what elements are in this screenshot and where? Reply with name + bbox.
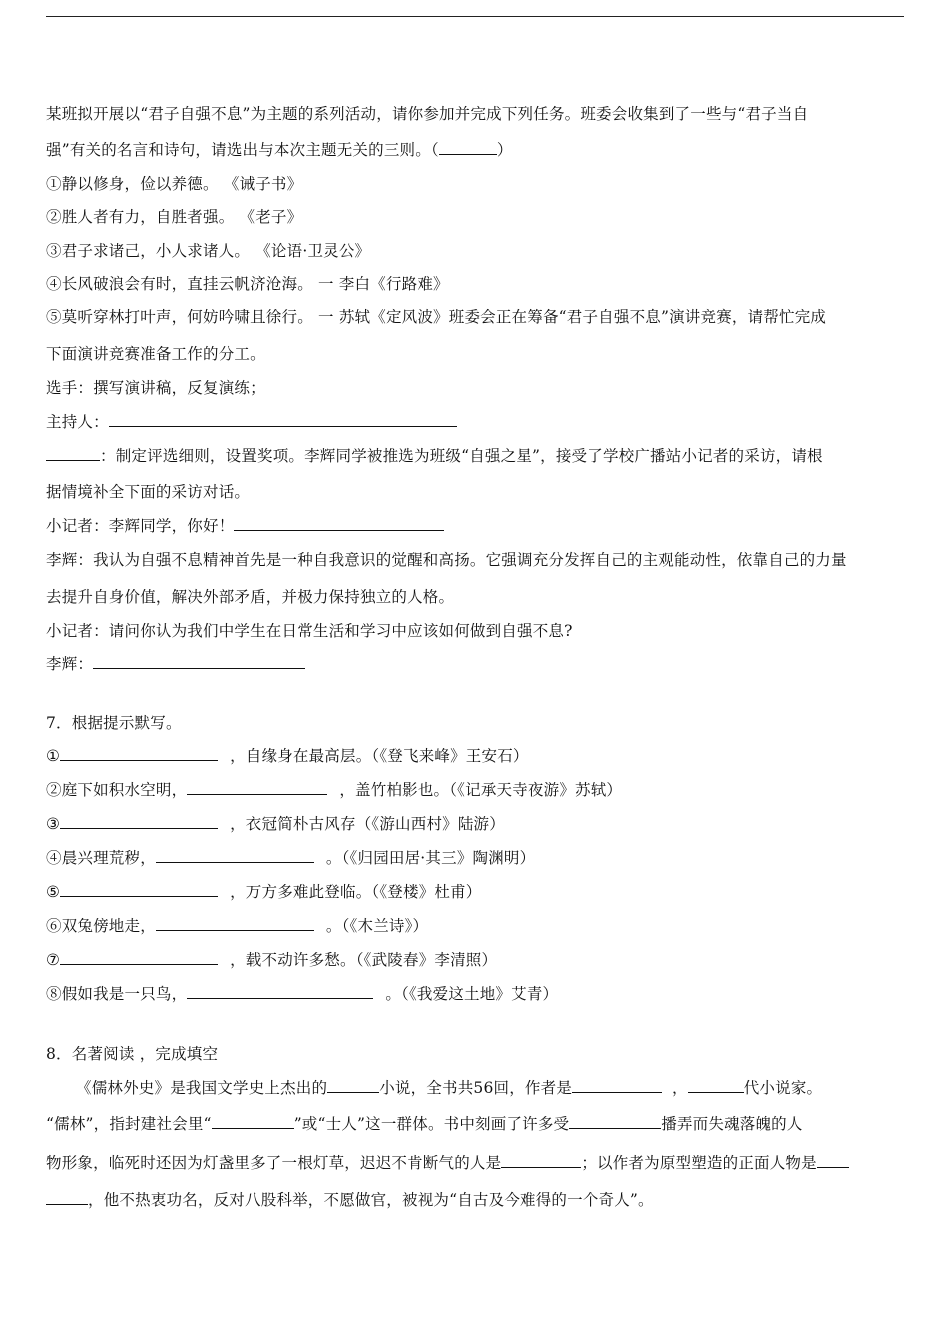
answer-blank[interactable]: [46, 1190, 88, 1205]
q7-item: ① ，自缘身在最高层。（《登飞来峰》王安石）: [46, 747, 529, 765]
answer-blank[interactable]: [60, 746, 218, 761]
q7-item: ②庭下如积水空明， ，盖竹柏影也。（《记承天寺夜游》苏轼）: [46, 781, 623, 799]
q7-item: ⑧假如我是一只鸟， 。（《我爱这土地》艾青）: [46, 985, 559, 1003]
q7-title: 7．根据提示默写。: [46, 714, 182, 732]
q7-item: ⑤ ，万方多难此登临。（《登楼》杜甫）: [46, 883, 482, 901]
task-player: 选手：撰写演讲稿，反复演练；: [46, 379, 266, 397]
answer-blank[interactable]: [569, 1114, 661, 1129]
answer-blank[interactable]: [327, 1078, 379, 1093]
interview-answer-2: 李辉：: [46, 654, 305, 674]
q8-para-line-4: ，他不热衷功名，反对八股科举，不愿做官，被视为“自古及今难得的一个奇人”。: [46, 1190, 654, 1210]
answer-blank[interactable]: [60, 950, 218, 965]
task-host: 主持人：: [46, 412, 457, 432]
q8-title: 8．名著阅读 ，完成填空: [46, 1045, 219, 1063]
q7-item: ⑦ ，载不动许多愁。（《武陵春》李清照）: [46, 951, 498, 969]
answer-blank-role[interactable]: [46, 446, 100, 461]
quote-item: ③君子求诸己，小人求诸人。 《论语·卫灵公》: [46, 242, 371, 260]
answer-blank[interactable]: [572, 1078, 662, 1093]
answer-blank-reporter[interactable]: [234, 516, 444, 531]
answer-blank-intro[interactable]: [439, 140, 497, 155]
answer-blank[interactable]: [60, 814, 218, 829]
quote-item: ①静以修身，俭以养德。 《诫子书》: [46, 175, 303, 193]
interview-answer-1-line-2: 去提升自身价值，解决外部矛盾，并极力保持独立的人格。: [46, 588, 455, 606]
answer-blank[interactable]: [187, 984, 373, 999]
header-rule: [46, 16, 904, 17]
answer-blank[interactable]: [501, 1153, 581, 1168]
intro-line-1: 某班拟开展以“君子自强不息”为主题的系列活动，请你参加并完成下列任务。班委会收集到了一些与“君子当自: [46, 105, 809, 123]
q8-para-line-1: 《儒林外史》是我国文学史上杰出的 小说，全书共56回，作者是 ， 代小说家。: [76, 1079, 823, 1097]
q8-para-line-2: “儒林”，指封建社会里“ ”或“士人”这一群体。书中刻画了许多受 播弄而失魂落魄的人: [46, 1115, 803, 1133]
quote-item: ②胜人者有力，自胜者强。 《老子》: [46, 208, 303, 226]
q7-item: ④晨兴理荒秽， 。（《归园田居·其三》陶渊明）: [46, 849, 536, 867]
quote-item: ⑤莫听穿林打叶声，何妨吟啸且徐行。 一 苏轼《定风波》班委会正在筹备“君子自强不息”演讲竞赛，请帮忙完成: [46, 308, 827, 326]
answer-blank-lihui[interactable]: [93, 654, 305, 669]
q8-para-line-3: 物形象，临死时还因为灯盏里多了一根灯草，迟迟不肯断气的人是 ；以作者为原型塑造的正面人物是: [46, 1153, 849, 1173]
interview-question-2: 小记者：请问你认为我们中学生在日常生活和学习中应该如何做到自强不息?: [46, 622, 573, 640]
answer-blank[interactable]: [60, 882, 218, 897]
task-line: 下面演讲竞赛准备工作的分工。: [46, 345, 266, 363]
answer-blank[interactable]: [187, 780, 327, 795]
task-rules-line-1: ：制定评选细则，设置奖项。李辉同学被推选为班级“自强之星”，接受了学校广播站小记者的采访，请根: [46, 446, 823, 466]
interview-answer-1-line-1: 李辉：我认为自强不息精神首先是一种自我意识的觉醒和高扬。它强调充分发挥自己的主观能动性，依靠自己的力量: [46, 551, 847, 569]
interview-question-1: 小记者：李辉同学，你好！: [46, 516, 444, 536]
task-rules-line-2: 据情境补全下面的采访对话。: [46, 483, 251, 501]
quote-item: ④长风破浪会有时，直挂云帆济沧海。 一 李白《行路难》: [46, 275, 449, 293]
q7-item: ③ ，衣冠简朴古风存（《游山西村》陆游）: [46, 815, 505, 833]
answer-blank[interactable]: [156, 848, 314, 863]
answer-blank[interactable]: [688, 1078, 744, 1093]
answer-blank[interactable]: [817, 1153, 849, 1168]
q7-item: ⑥双兔傍地走， 。（《木兰诗》）: [46, 917, 429, 935]
intro-line-2: 强”有关的名言和诗句，请选出与本次主题无关的三则。（ ）: [46, 141, 513, 159]
answer-blank[interactable]: [156, 916, 314, 931]
answer-blank-host[interactable]: [109, 412, 457, 427]
answer-blank[interactable]: [212, 1114, 294, 1129]
